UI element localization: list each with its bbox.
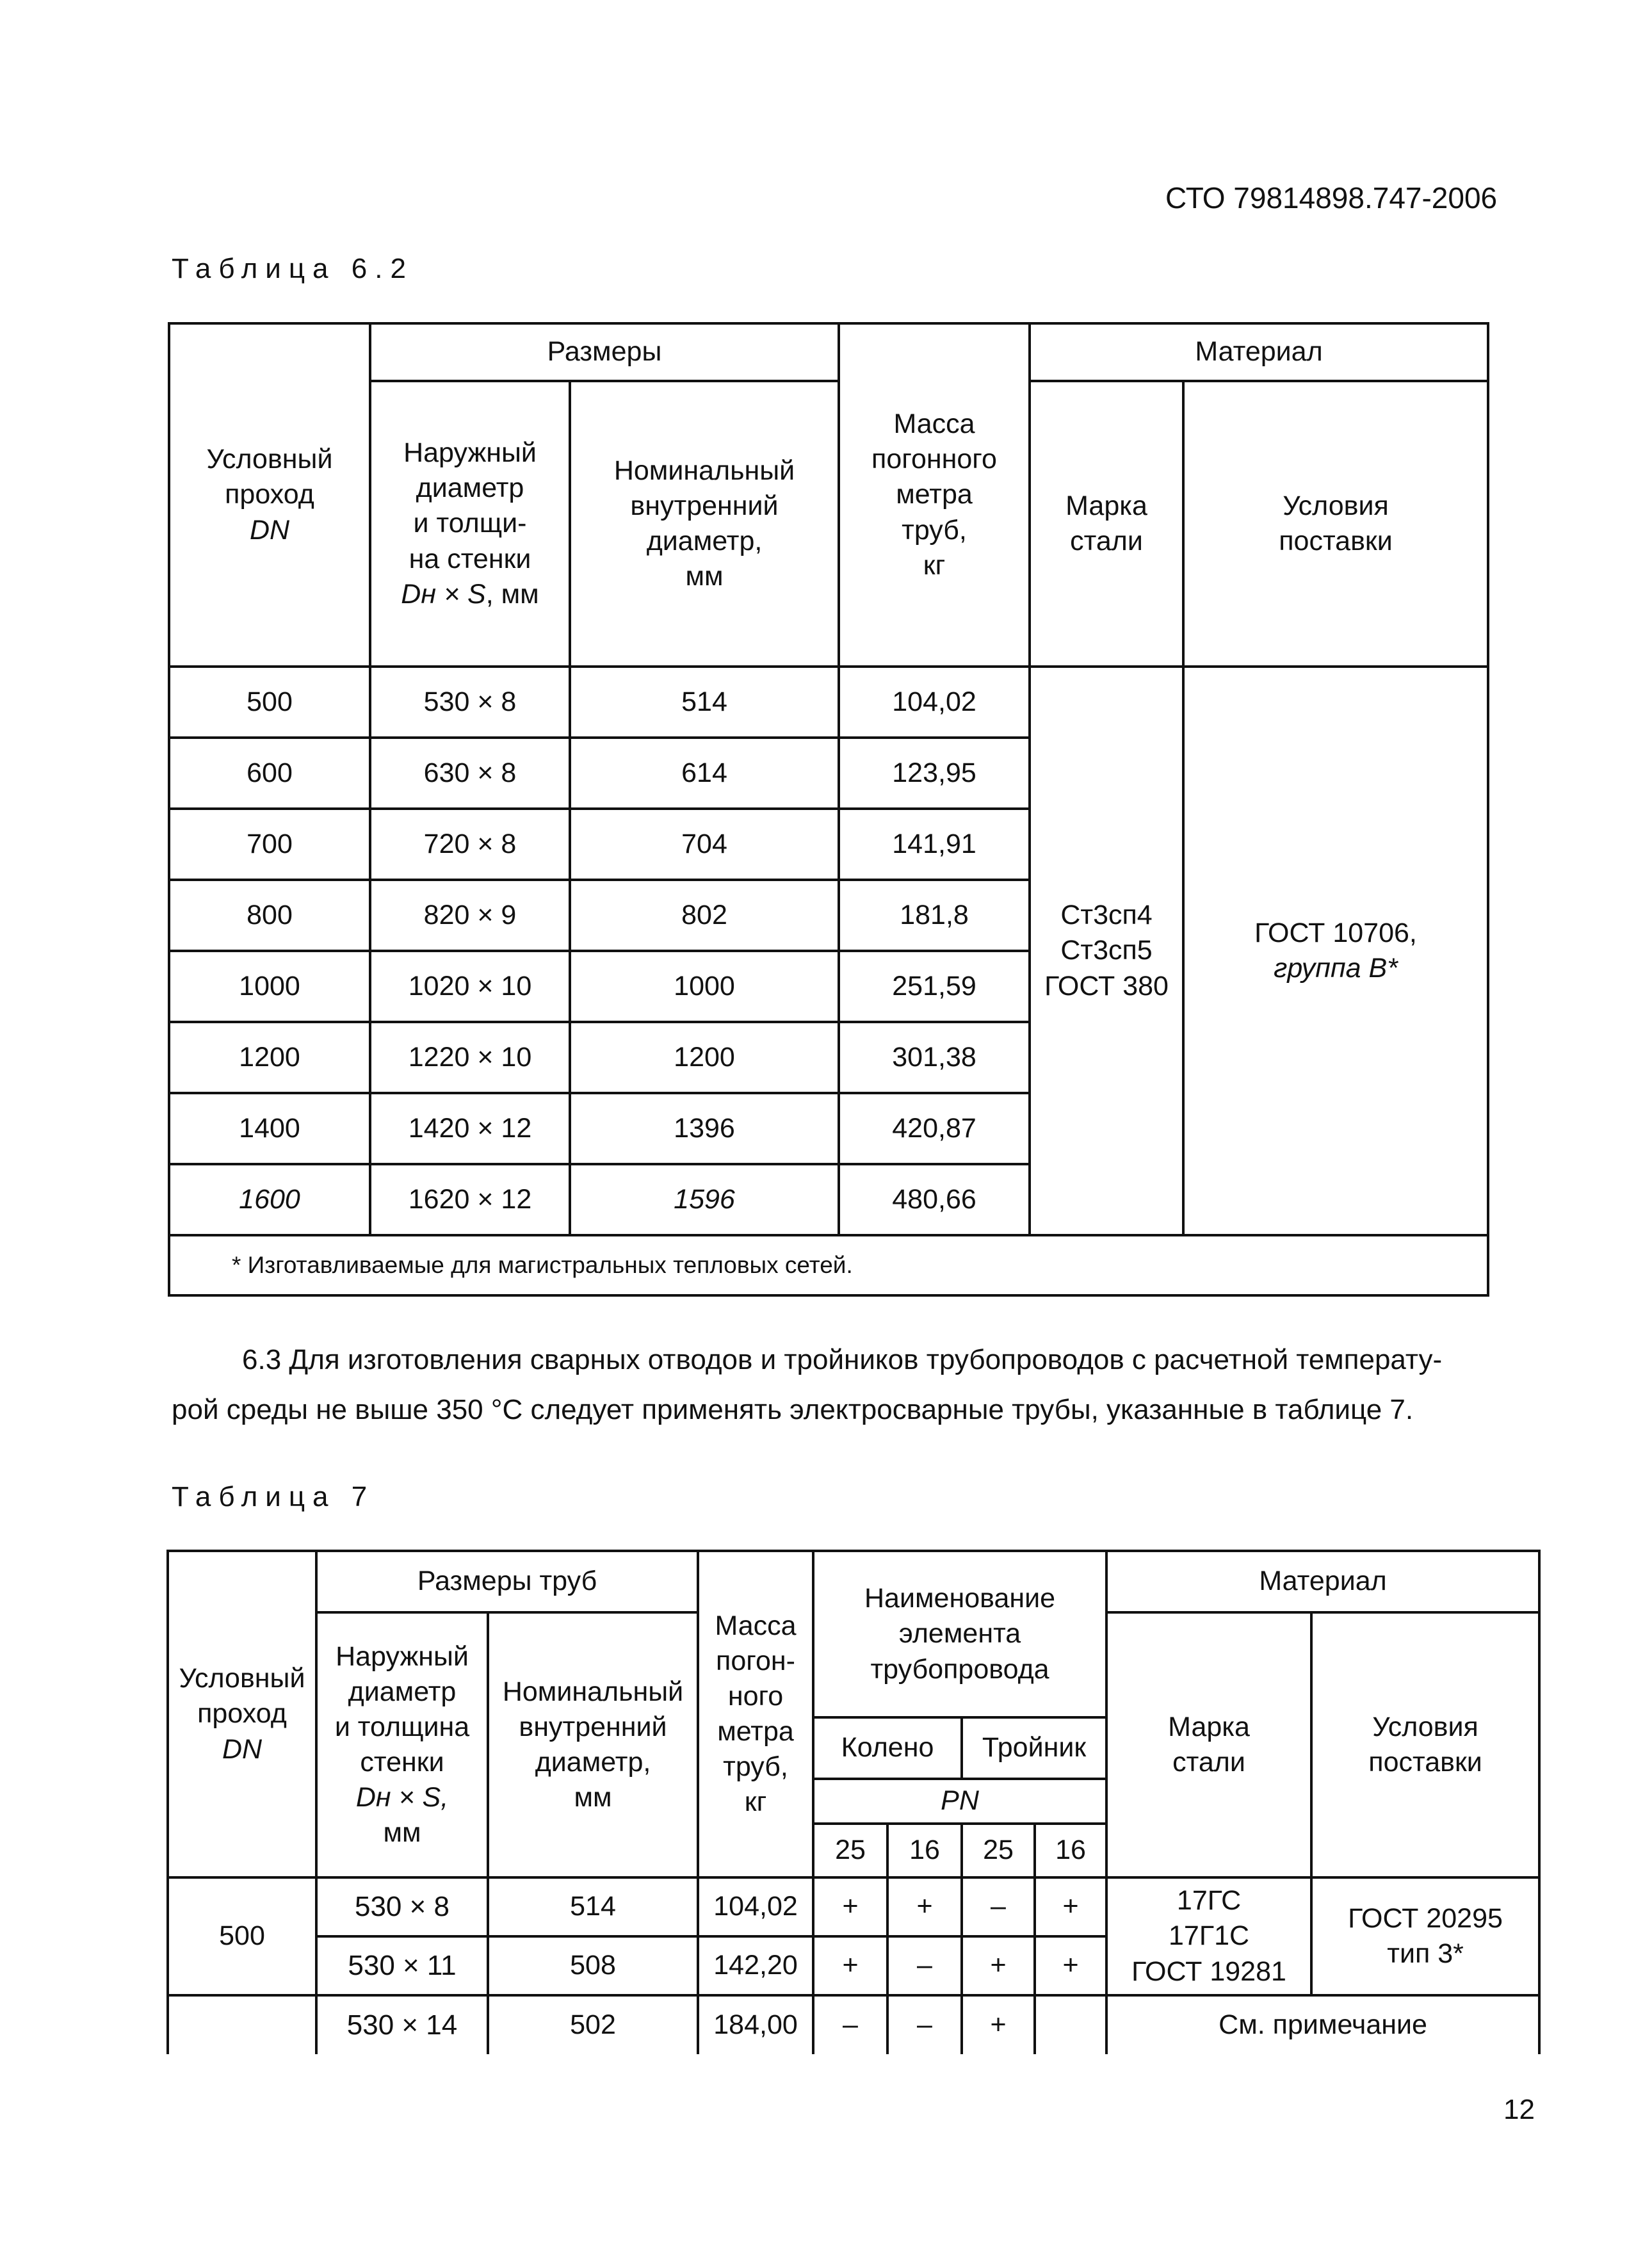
header-delivery: Условия поставки [1183,381,1488,667]
paragraph-line: 6.3 Для изготовления сварных отводов и тройников трубопроводов с расчетной температу- [242,1344,1443,1375]
cell-inner: 502 [488,1995,698,2054]
cell-mass: 251,59 [839,951,1030,1022]
header-dn: Условный проход DN [168,1551,316,1877]
cell-mass: 480,66 [839,1164,1030,1235]
cell-mass: 142,20 [698,1936,813,1995]
cell-steel-grade: Ст3сп4 Ст3сп5 ГОСТ 380 [1030,667,1183,1235]
cell-mark: + [1035,1936,1106,1995]
cell-mark: – [887,1995,962,2054]
cell-mark: – [962,1877,1035,1936]
header-pn-value: 25 [962,1824,1035,1877]
cell-inner: 704 [570,809,839,880]
cell-mass: 104,02 [698,1877,813,1936]
header-mass: Масса погон- ного метра труб, кг [698,1551,813,1877]
cell-mass: 141,91 [839,809,1030,880]
header-sizes-group: Размеры труб [316,1551,698,1612]
cell-inner: 1596 [570,1164,839,1235]
header-element: Наименование элемента трубопровода [813,1551,1106,1717]
cell-dn: 1000 [169,951,370,1022]
cell-inner: 802 [570,880,839,951]
cell-mark [1035,1995,1106,2054]
table-7 [166,1550,1541,2054]
table-row [169,667,1488,738]
cell-mark: + [813,1877,887,1936]
table-6-2 [168,322,1489,1297]
header-outer-diameter: Наружный диаметр и толщина стенки Dн × S, мм [316,1612,488,1877]
cell-size: 530 × 11 [316,1936,488,1995]
cell-dn: 600 [169,738,370,809]
cell-mark: – [887,1936,962,1995]
header-outer-diameter: Наружный диаметр и толщи- на стенки Dн × S, мм [370,381,570,667]
cell-size: 1220 × 10 [370,1022,570,1093]
header-steel-grade: Марка стали [1106,1612,1311,1877]
cell-dn: 1200 [169,1022,370,1093]
cell-inner: 1396 [570,1093,839,1164]
header-material-group: Материал [1106,1551,1539,1612]
cell-mark: – [813,1995,887,2054]
cell-dn: 1600 [169,1164,370,1235]
cell-size: 530 × 8 [316,1877,488,1936]
cell-mass: 420,87 [839,1093,1030,1164]
cell-size: 630 × 8 [370,738,570,809]
table-row [168,1995,1539,2054]
cell-inner: 514 [488,1877,698,1936]
cell-inner: 1000 [570,951,839,1022]
header-pn-value: 16 [887,1824,962,1877]
cell-delivery: ГОСТ 10706, группа В* [1183,667,1488,1235]
cell-steel-grade: 17ГС 17Г1С ГОСТ 19281 [1106,1877,1311,1995]
header-dn: Условный проход DN [169,323,370,667]
cell-delivery: ГОСТ 20295 тип 3* [1311,1877,1539,1995]
header-steel-grade: Марка стали [1030,381,1183,667]
cell-dn-continued [168,1995,316,2054]
table-note: * Изготавливаемые для магистральных тепловых сетей. [169,1235,1488,1295]
paragraph-line: рой среды не выше 350 °С следует применять электросварные трубы, указанные в таблице 7. [172,1394,1414,1425]
cell-mass: 301,38 [839,1022,1030,1093]
cell-size: 530 × 14 [316,1995,488,2054]
cell-dn: 500 [168,1877,316,1995]
cell-size: 720 × 8 [370,809,570,880]
cell-dn: 1400 [169,1093,370,1164]
header-tee: Тройник [962,1717,1106,1779]
cell-size: 820 × 9 [370,880,570,951]
cell-dn: 800 [169,880,370,951]
cell-mark: + [1035,1877,1106,1936]
document-code: СТО 79814898.747-2006 [1165,181,1498,215]
cell-mass: 181,8 [839,880,1030,951]
header-elbow: Колено [813,1717,962,1779]
cell-mark: + [962,1995,1035,2054]
table-7-caption: Таблица 7 [172,1481,375,1512]
header-pn: PN [813,1779,1106,1824]
header-pn-value: 25 [813,1824,887,1877]
header-inner-diameter: Номинальный внутренний диаметр, мм [570,381,839,667]
cell-size: 1620 × 12 [370,1164,570,1235]
cell-mass: 104,02 [839,667,1030,738]
cell-mass: 123,95 [839,738,1030,809]
cell-size: 1020 × 10 [370,951,570,1022]
cell-mark: + [962,1936,1035,1995]
cell-inner: 514 [570,667,839,738]
paragraph-6-3 [172,1335,1484,1435]
cell-dn: 700 [169,809,370,880]
cell-inner: 614 [570,738,839,809]
cell-size: 530 × 8 [370,667,570,738]
cell-mass: 184,00 [698,1995,813,2054]
cell-size: 1420 × 12 [370,1093,570,1164]
cell-mark: + [887,1877,962,1936]
cell-mark: + [813,1936,887,1995]
header-mass: Масса погонного метра труб, кг [839,323,1030,667]
table-6-2-caption: Таблица 6.2 [172,253,414,284]
page-number: 12 [1503,2094,1535,2125]
table-row [168,1877,1539,1936]
cell-inner: 1200 [570,1022,839,1093]
cell-inner: 508 [488,1936,698,1995]
header-pn-value: 16 [1035,1824,1106,1877]
header-material-group: Материал [1030,323,1488,381]
cell-dn: 500 [169,667,370,738]
header-sizes-group: Размеры [370,323,839,381]
header-delivery: Условия поставки [1311,1612,1539,1877]
cell-see-note: См. примечание [1106,1995,1539,2054]
header-inner-diameter: Номинальный внутренний диаметр, мм [488,1612,698,1877]
